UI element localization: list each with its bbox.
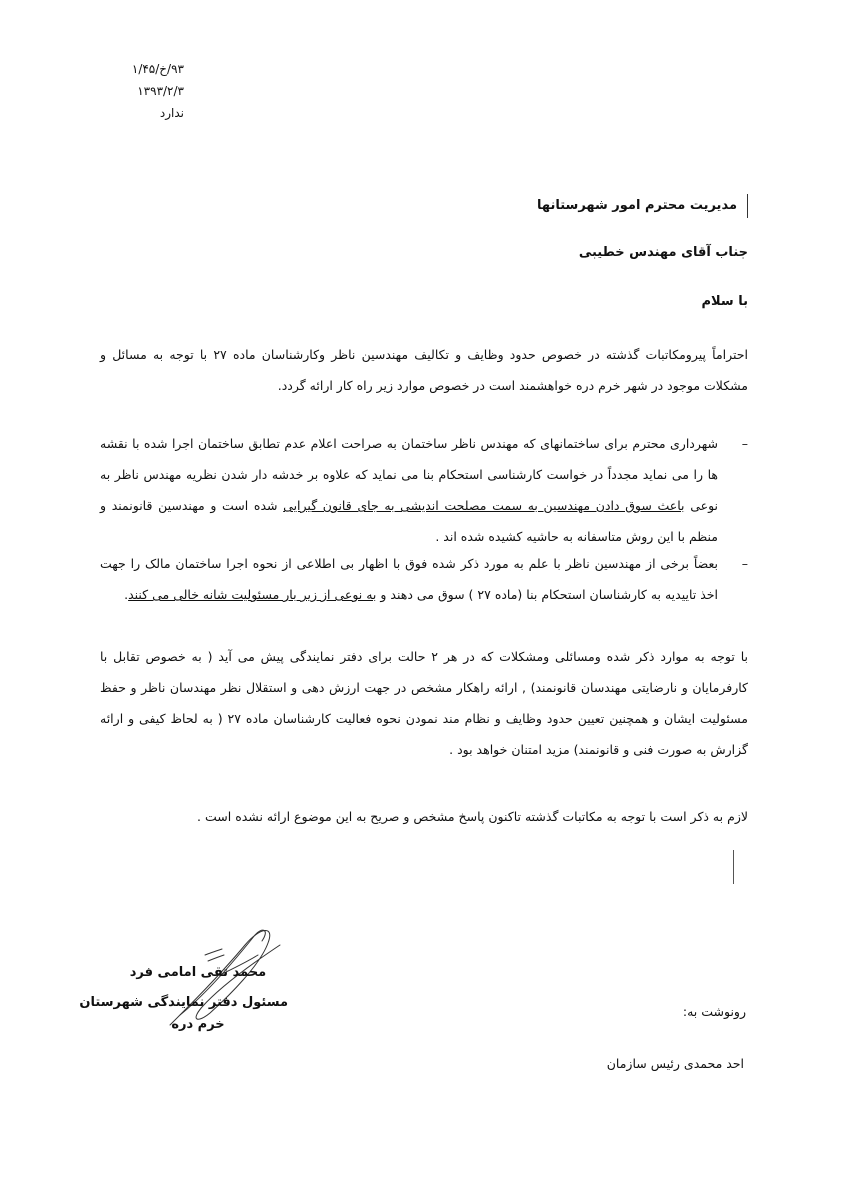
signature-block: [79, 962, 288, 1036]
bullet-text-part: شهرداری محترم برای ساختمانهای که مهندس ناظر ساختمان به صراحت اعلام عدم تطابق ساختمان اجرا شده با نقشه ها را می نماید مجدداً در خواست کارشناسی استحکام بنا می نماید که علاوه بر خدشه دار شدن نظریه مهندس ناظر به نوعی: [100, 436, 719, 513]
bullet-text-part: بعضاً برخی از مهندسین ناظر با علم به مورد ذکر شده فوق با اظهار بی اطلاعی از نحوه اجرا ساختمان مالک را جهت اخذ تاییدیه به کارشناسان استحکام بنا (ماده ۲۷ ) سوق می دهند و: [100, 556, 718, 602]
letter-date: ۱۳۹۳/۲/۳: [137, 84, 184, 98]
body-paragraph-1: احتراماً پیرومکاتبات گذشته در خصوص حدود وظایف و تکالیف مهندسین ناظر وکارشناسان ماده ۲۷ با توجه به مسائل و مشکلات موجود در شهر خرم دره خواهشمند است در خصوص موارد زیر راه کار ارائه گردد.: [100, 347, 748, 393]
cc-label: رونوشت به:: [682, 1004, 746, 1019]
underlined-text: به نوعی از زیر بار مسئولیت شانه خالی می کنند: [128, 587, 377, 602]
cc-recipient: احد محمدی رئیس سازمان: [606, 1056, 744, 1071]
bullet-item-2: [100, 548, 748, 610]
letter-number: ۹۳/خ/۱/۴۵: [131, 62, 184, 76]
bullet-item-1: [100, 428, 748, 552]
body-paragraph-3: با توجه به موارد ذکر شده ومسائلی ومشکلات که در هر ۲ حالت برای دفتر نمایندگی پیش می آید ( به خصوص تقابل با کارفرمایان و نارضایتی مهندسان قانونمند) , ارائه راهکار مشخص در جهت ارزش دهی و استقلال نظر مهندسان ناظر و حفظ مسئولیت ایشان و همچنین تعیین حدود وظایف و نظام مند نمودن نحوه فعالیت کارشناسان ماده ۲۷ ( به لحاظ کیفی و ارائه گزارش به صورت فنی و قانونمند) مزید امتنان خواهد بود .: [100, 649, 748, 757]
bullet-text: [100, 548, 718, 610]
letter-meta: [104, 58, 184, 124]
underlined-text: باعث سوق دادن مهندسین به سمت مصلحت اندیشی به جای قانون گیرایی: [283, 498, 685, 513]
margin-line: [733, 850, 734, 884]
letter-attachment: ندارد: [159, 106, 184, 120]
bullet-marker: –: [741, 556, 748, 571]
body-paragraph-4: لازم به ذکر است با توجه به مکاتبات گذشته تاکنون پاسخ مشخص و صریح به این موضوع ارائه نشده است .: [197, 809, 748, 824]
bullet-text-part: شده است و مهندسین قانونمند و منظم با این روش متاسفانه به حاشیه کشیده شده اند .: [100, 498, 718, 544]
addressee: مدیریت محترم امور شهرستانها: [537, 194, 748, 218]
bullet-text-part: .: [124, 587, 129, 602]
recipient-line: جناب آقای مهندس خطیبی: [578, 245, 748, 260]
greeting: با سلام: [701, 294, 748, 309]
signatory-city: خرم دره: [171, 1017, 225, 1032]
signatory-title: مسئول دفتر نمایندگی شهرستان: [79, 995, 288, 1010]
signatory-name: محمد تقی امامی فرد: [129, 965, 267, 980]
bullet-marker: –: [741, 436, 748, 451]
bullet-text: [100, 428, 718, 552]
